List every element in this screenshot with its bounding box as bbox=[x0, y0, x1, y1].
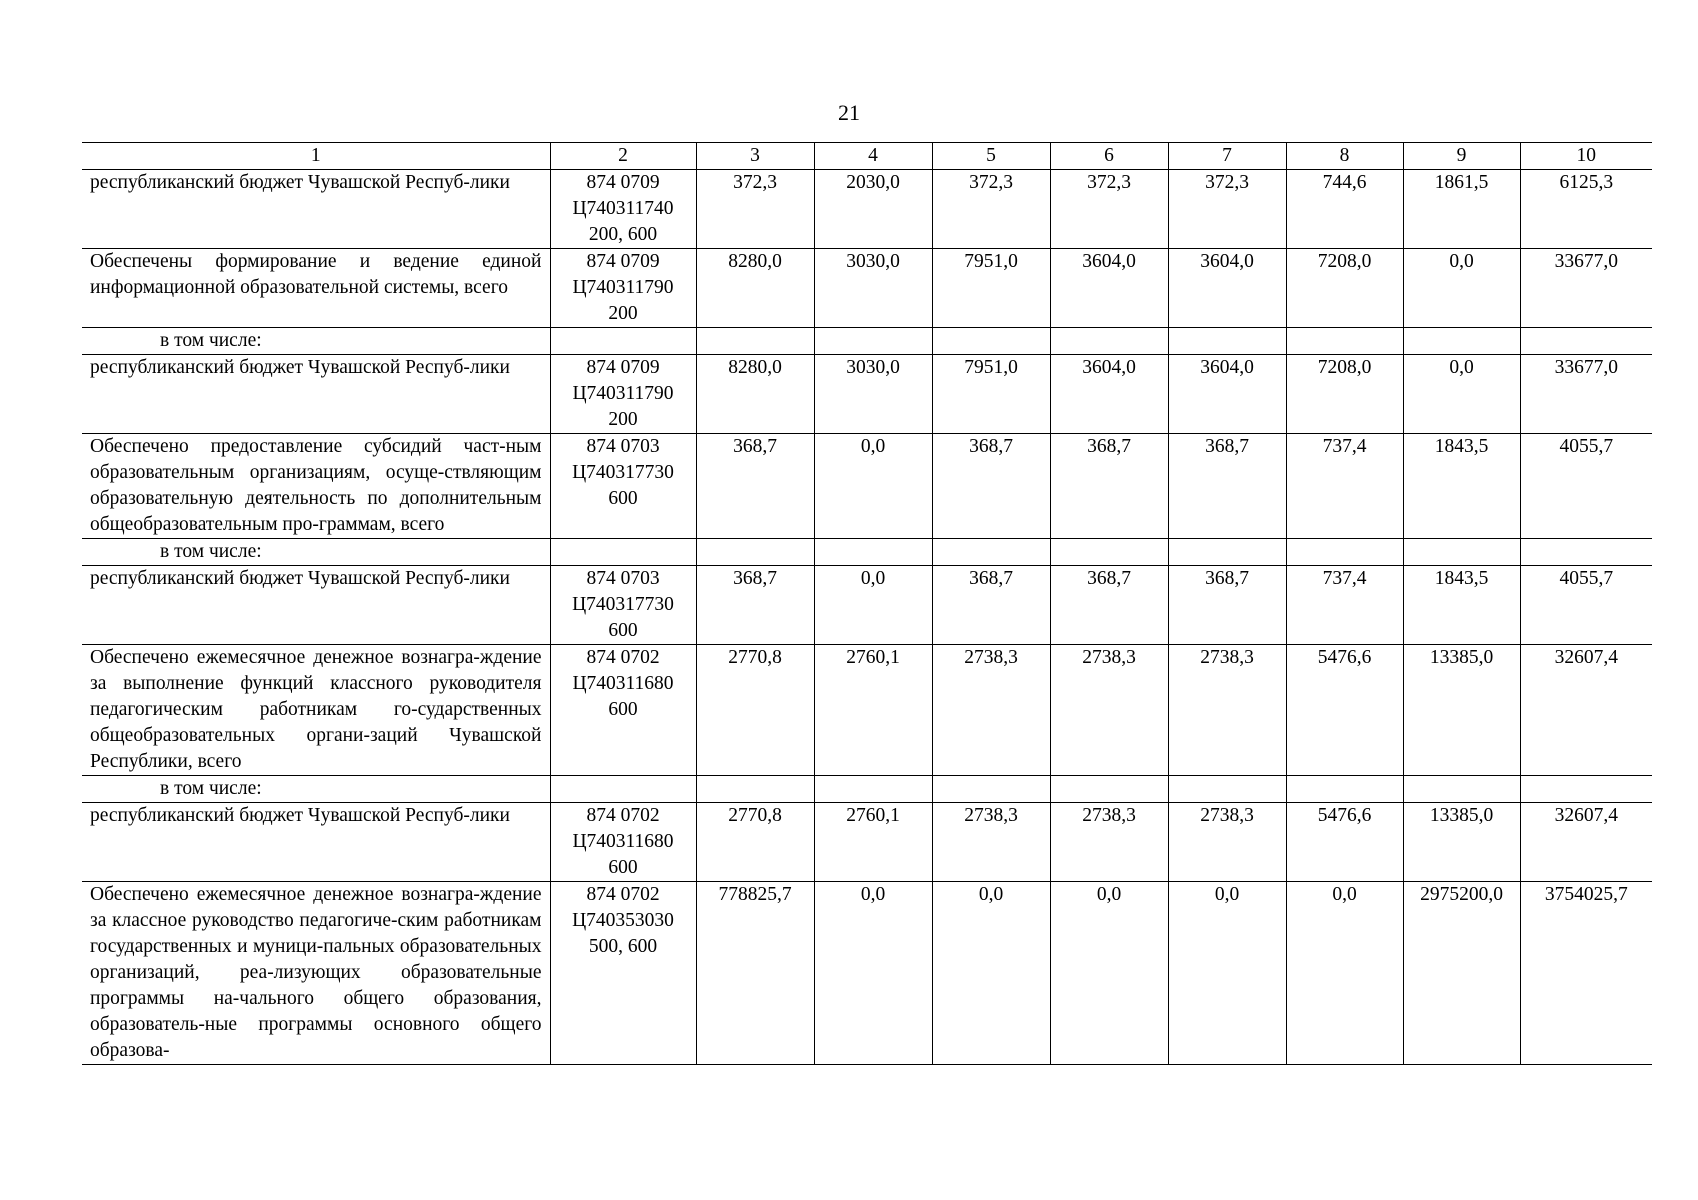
table-row bbox=[82, 803, 1652, 882]
budget-code-line: 600 bbox=[608, 620, 638, 641]
column-number: 7 bbox=[1168, 143, 1286, 170]
amount-cell: 3754025,7 bbox=[1520, 882, 1652, 1065]
budget-code-line: 200 bbox=[608, 303, 638, 324]
amount-cell: 32607,4 bbox=[1520, 803, 1652, 882]
amount-cell: 2760,1 bbox=[814, 645, 932, 776]
table-row bbox=[82, 170, 1652, 249]
amount-cell bbox=[696, 776, 814, 803]
budget-table bbox=[82, 142, 1652, 1065]
budget-code-line: 600 bbox=[608, 488, 638, 509]
budget-code-line: 874 0703 bbox=[586, 568, 660, 589]
column-number: 1 bbox=[82, 143, 550, 170]
amount-cell bbox=[814, 328, 932, 355]
amount-cell: 3030,0 bbox=[814, 355, 932, 434]
amount-cell: 372,3 bbox=[932, 170, 1050, 249]
column-number: 8 bbox=[1286, 143, 1403, 170]
amount-cell: 7951,0 bbox=[932, 249, 1050, 328]
amount-cell: 368,7 bbox=[696, 434, 814, 539]
amount-cell bbox=[1168, 776, 1286, 803]
budget-code-line: 874 0709 bbox=[586, 357, 660, 378]
amount-cell: 8280,0 bbox=[696, 355, 814, 434]
budget-code-line: Ц740311790 bbox=[572, 383, 674, 404]
amount-cell bbox=[1520, 328, 1652, 355]
amount-cell: 2975200,0 bbox=[1403, 882, 1520, 1065]
amount-cell: 3030,0 bbox=[814, 249, 932, 328]
amount-cell: 368,7 bbox=[932, 434, 1050, 539]
budget-code-line: 874 0709 bbox=[586, 251, 660, 272]
amount-cell: 368,7 bbox=[932, 566, 1050, 645]
column-number: 6 bbox=[1050, 143, 1168, 170]
budget-code-cell bbox=[550, 539, 696, 566]
amount-cell: 0,0 bbox=[1168, 882, 1286, 1065]
amount-cell: 5476,6 bbox=[1286, 645, 1403, 776]
budget-code-cell bbox=[550, 566, 696, 645]
amount-cell bbox=[1050, 328, 1168, 355]
amount-cell: 33677,0 bbox=[1520, 355, 1652, 434]
budget-code-cell bbox=[550, 355, 696, 434]
amount-cell: 7208,0 bbox=[1286, 249, 1403, 328]
amount-cell: 2738,3 bbox=[1168, 803, 1286, 882]
amount-cell: 0,0 bbox=[1050, 882, 1168, 1065]
amount-cell bbox=[932, 776, 1050, 803]
amount-cell: 6125,3 bbox=[1520, 170, 1652, 249]
row-description: Обеспечены формирование и ведение единой информационной образовательной системы, всего bbox=[82, 249, 550, 328]
table-row bbox=[82, 645, 1652, 776]
budget-code-line: 874 0702 bbox=[586, 805, 660, 826]
budget-code-line: 874 0709 bbox=[586, 172, 660, 193]
amount-cell: 33677,0 bbox=[1520, 249, 1652, 328]
amount-cell: 372,3 bbox=[696, 170, 814, 249]
row-subheading: в том числе: bbox=[82, 328, 550, 355]
budget-code-line: Ц740311790 bbox=[572, 277, 674, 298]
amount-cell: 3604,0 bbox=[1050, 249, 1168, 328]
budget-code-line: Ц740317730 bbox=[572, 594, 674, 615]
amount-cell: 2770,8 bbox=[696, 645, 814, 776]
amount-cell: 8280,0 bbox=[696, 249, 814, 328]
amount-cell bbox=[1286, 328, 1403, 355]
amount-cell: 372,3 bbox=[1168, 170, 1286, 249]
budget-code-line: Ц740311680 bbox=[572, 831, 674, 852]
amount-cell: 737,4 bbox=[1286, 434, 1403, 539]
budget-code-line: Ц740311680 bbox=[572, 673, 674, 694]
amount-cell: 3604,0 bbox=[1050, 355, 1168, 434]
amount-cell: 368,7 bbox=[696, 566, 814, 645]
amount-cell: 368,7 bbox=[1050, 434, 1168, 539]
budget-code-cell bbox=[550, 249, 696, 328]
amount-cell: 0,0 bbox=[814, 566, 932, 645]
amount-cell: 368,7 bbox=[1168, 434, 1286, 539]
amount-cell bbox=[1050, 539, 1168, 566]
budget-code-cell bbox=[550, 776, 696, 803]
budget-code-line: 600 bbox=[608, 699, 638, 720]
amount-cell: 0,0 bbox=[1403, 249, 1520, 328]
amount-cell: 737,4 bbox=[1286, 566, 1403, 645]
amount-cell: 2738,3 bbox=[932, 803, 1050, 882]
row-subheading: в том числе: bbox=[82, 539, 550, 566]
amount-cell: 32607,4 bbox=[1520, 645, 1652, 776]
amount-cell bbox=[696, 328, 814, 355]
amount-cell bbox=[1168, 539, 1286, 566]
amount-cell bbox=[1168, 328, 1286, 355]
amount-cell bbox=[932, 539, 1050, 566]
amount-cell bbox=[1286, 776, 1403, 803]
budget-code-cell bbox=[550, 170, 696, 249]
amount-cell bbox=[1050, 776, 1168, 803]
column-number: 9 bbox=[1403, 143, 1520, 170]
row-description: республиканский бюджет Чувашской Респуб-лики bbox=[82, 170, 550, 249]
amount-cell bbox=[1520, 539, 1652, 566]
row-description: Обеспечено ежемесячное денежное вознагра-ждение за выполнение функций классного руководителя педагогическим работникам го-сударственных общеобразовательных органи-заций Чувашской Республики, всего bbox=[82, 645, 550, 776]
row-description: Обеспечено ежемесячное денежное вознагра-ждение за классное руководство педагогиче-ским работникам государственных и муници-пальных образовательных организаций, реа-лизующих образовательные программы на-чального общего образования, образователь-ные программы основного общего образова- bbox=[82, 882, 550, 1065]
amount-cell: 368,7 bbox=[1050, 566, 1168, 645]
amount-cell: 2738,3 bbox=[1050, 645, 1168, 776]
budget-code-cell bbox=[550, 328, 696, 355]
amount-cell: 0,0 bbox=[814, 434, 932, 539]
page-number: 21 bbox=[838, 100, 860, 125]
budget-code-line: 200 bbox=[608, 409, 638, 430]
budget-code-cell bbox=[550, 645, 696, 776]
table-row bbox=[82, 566, 1652, 645]
table-row bbox=[82, 249, 1652, 328]
budget-code-line: 874 0702 bbox=[586, 884, 660, 905]
table-body bbox=[82, 170, 1652, 1065]
budget-code-cell bbox=[550, 434, 696, 539]
amount-cell: 0,0 bbox=[1403, 355, 1520, 434]
budget-code-line: 600 bbox=[608, 857, 638, 878]
amount-cell: 2738,3 bbox=[932, 645, 1050, 776]
amount-cell bbox=[814, 539, 932, 566]
table-row bbox=[82, 434, 1652, 539]
column-number: 3 bbox=[696, 143, 814, 170]
amount-cell: 7951,0 bbox=[932, 355, 1050, 434]
amount-cell bbox=[1520, 776, 1652, 803]
amount-cell: 5476,6 bbox=[1286, 803, 1403, 882]
amount-cell: 1861,5 bbox=[1403, 170, 1520, 249]
budget-code-cell bbox=[550, 882, 696, 1065]
amount-cell: 13385,0 bbox=[1403, 645, 1520, 776]
amount-cell bbox=[814, 776, 932, 803]
row-subheading: в том числе: bbox=[82, 776, 550, 803]
amount-cell bbox=[1286, 539, 1403, 566]
amount-cell: 2760,1 bbox=[814, 803, 932, 882]
amount-cell bbox=[1403, 776, 1520, 803]
amount-cell: 3604,0 bbox=[1168, 249, 1286, 328]
amount-cell: 778825,7 bbox=[696, 882, 814, 1065]
row-description: Обеспечено предоставление субсидий част-ным образовательным организациям, осуще-ствляющим образовательную деятельность по дополнительным общеобразовательным про-граммам, всего bbox=[82, 434, 550, 539]
column-number: 5 bbox=[932, 143, 1050, 170]
amount-cell bbox=[696, 539, 814, 566]
amount-cell: 368,7 bbox=[1168, 566, 1286, 645]
table-subheading-row bbox=[82, 539, 1652, 566]
column-number: 2 bbox=[550, 143, 696, 170]
amount-cell: 13385,0 bbox=[1403, 803, 1520, 882]
amount-cell: 372,3 bbox=[1050, 170, 1168, 249]
budget-code-line: 200, 600 bbox=[588, 224, 658, 245]
amount-cell: 4055,7 bbox=[1520, 434, 1652, 539]
column-number: 4 bbox=[814, 143, 932, 170]
budget-code-line: Ц740317730 bbox=[572, 462, 674, 483]
amount-cell: 0,0 bbox=[1286, 882, 1403, 1065]
column-number: 10 bbox=[1520, 143, 1652, 170]
budget-code-line: 874 0702 bbox=[586, 647, 660, 668]
row-description: республиканский бюджет Чувашской Респуб-лики bbox=[82, 566, 550, 645]
row-description: республиканский бюджет Чувашской Респуб-лики bbox=[82, 803, 550, 882]
amount-cell: 3604,0 bbox=[1168, 355, 1286, 434]
budget-code-cell bbox=[550, 803, 696, 882]
table-subheading-row bbox=[82, 776, 1652, 803]
amount-cell: 2030,0 bbox=[814, 170, 932, 249]
amount-cell bbox=[1403, 328, 1520, 355]
amount-cell: 1843,5 bbox=[1403, 566, 1520, 645]
row-description: республиканский бюджет Чувашской Респуб-лики bbox=[82, 355, 550, 434]
budget-code-line: 500, 600 bbox=[588, 936, 658, 957]
amount-cell bbox=[932, 328, 1050, 355]
amount-cell: 0,0 bbox=[814, 882, 932, 1065]
amount-cell: 2770,8 bbox=[696, 803, 814, 882]
amount-cell: 2738,3 bbox=[1168, 645, 1286, 776]
budget-code-line: Ц740311740 bbox=[572, 198, 674, 219]
table-row bbox=[82, 355, 1652, 434]
column-number-row bbox=[82, 143, 1652, 170]
table-row bbox=[82, 882, 1652, 1065]
table-subheading-row bbox=[82, 328, 1652, 355]
amount-cell: 4055,7 bbox=[1520, 566, 1652, 645]
amount-cell: 2738,3 bbox=[1050, 803, 1168, 882]
amount-cell: 0,0 bbox=[932, 882, 1050, 1065]
budget-code-line: 874 0703 bbox=[586, 436, 660, 457]
budget-code-line: Ц740353030 bbox=[572, 910, 674, 931]
amount-cell: 7208,0 bbox=[1286, 355, 1403, 434]
amount-cell bbox=[1403, 539, 1520, 566]
amount-cell: 744,6 bbox=[1286, 170, 1403, 249]
amount-cell: 1843,5 bbox=[1403, 434, 1520, 539]
